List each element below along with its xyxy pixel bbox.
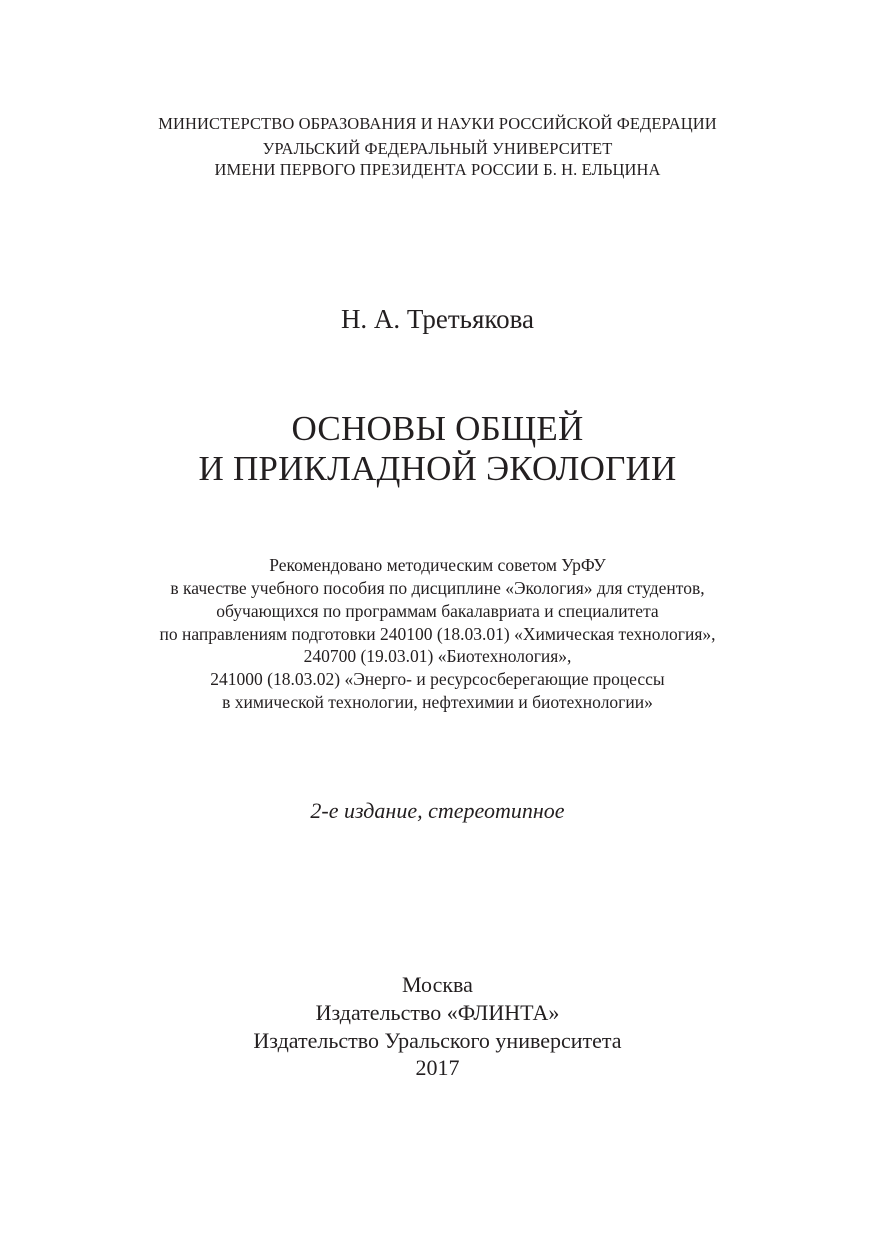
recommendation-line: в химической технологии, нефтехимии и биотехнологии» [222,692,653,712]
institution-ministry: МИНИСТЕРСТВО ОБРАЗОВАНИЯ И НАУКИ РОССИЙСКОЙ ФЕДЕРАЦИИ [158,114,717,133]
book-title-line-1: ОСНОВЫ ОБЩЕЙ [291,409,584,448]
publisher-city: Москва [402,972,473,997]
book-title-line-2: И ПРИКЛАДНОЙ ЭКОЛОГИИ [198,449,677,488]
edition-note: 2-е издание, стереотипное [310,798,565,823]
recommendation-line: по направлениям подготовки 240100 (18.03.01) «Химическая технология», [159,624,716,644]
recommendation-line: 241000 (18.03.02) «Энерго- и ресурсосберегающие процессы [210,669,665,689]
author-name: Н. А. Третьякова [340,304,535,334]
recommendation-line: 240700 (19.03.01) «Биотехнология», [303,646,572,666]
institution-university-name: ИМЕНИ ПЕРВОГО ПРЕЗИДЕНТА РОССИИ Б. Н. ЕЛЬЦИНА [214,160,661,179]
recommendation-line: в качестве учебного пособия по дисциплине «Экология» для студентов, [170,578,705,598]
publisher-name-flinta: Издательство «ФЛИНТА» [315,1000,560,1025]
publication-year: 2017 [415,1055,460,1080]
publisher-name-ural: Издательство Уральского университета [253,1028,622,1053]
institution-university: УРАЛЬСКИЙ ФЕДЕРАЛЬНЫЙ УНИВЕРСИТЕТ [262,139,613,158]
recommendation-line: Рекомендовано методическим советом УрФУ [269,555,606,575]
recommendation-line: обучающихся по программам бакалавриата и специалитета [216,601,659,621]
